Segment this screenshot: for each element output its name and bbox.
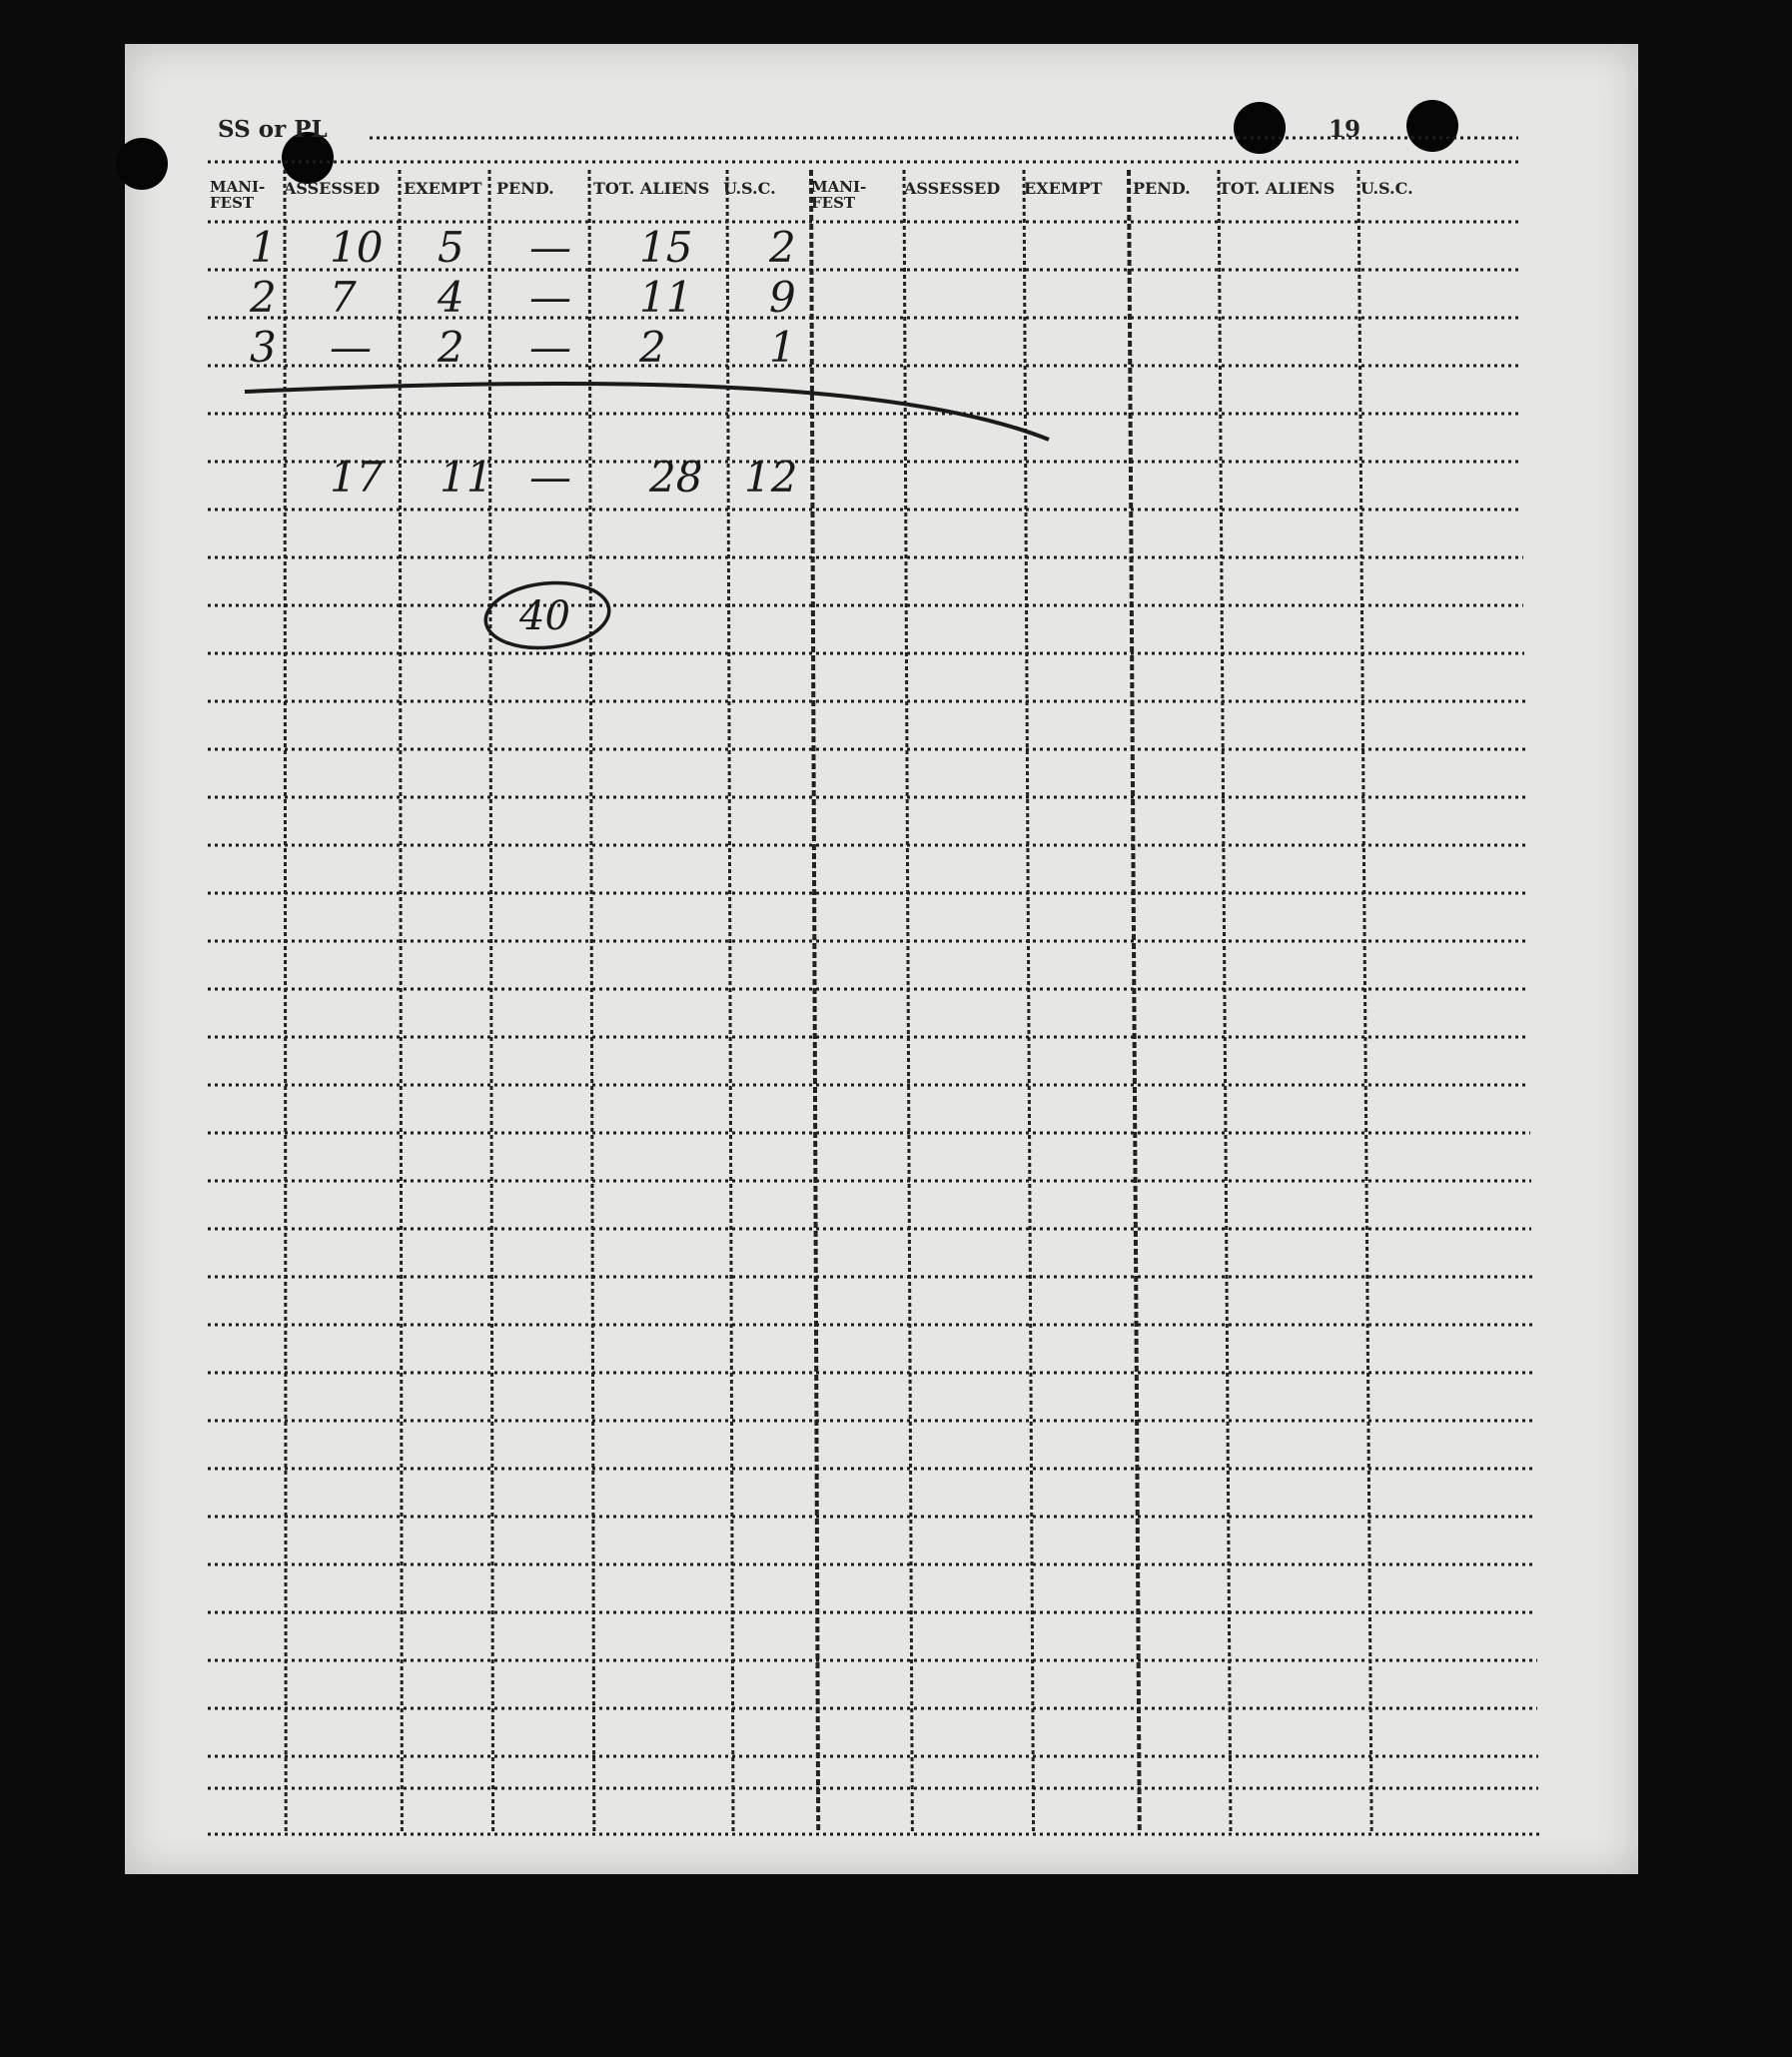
- entry-tot-aliens: 15: [639, 223, 693, 272]
- column-headers: [210, 178, 1413, 212]
- column-rule: [1024, 170, 1034, 1833]
- column-rule: [904, 170, 912, 1833]
- column-rule: [1129, 170, 1140, 1833]
- column-header: TOT. ALIENS: [593, 179, 710, 198]
- column-rule: [1219, 170, 1231, 1833]
- entry-pend: —: [529, 223, 571, 272]
- column-header: ASSESSED: [284, 179, 381, 198]
- entry-tot-aliens: 2: [639, 323, 666, 372]
- ruled-grid: [208, 138, 1539, 1834]
- entry-usc: 2: [769, 223, 796, 272]
- column-header: MANI-FEST: [210, 178, 266, 212]
- handwritten-entries: [249, 223, 796, 372]
- column-rule: [589, 170, 594, 1833]
- column-header: EXEMPT: [404, 179, 482, 198]
- entry-exempt: 4: [438, 273, 464, 322]
- column-rule: [489, 170, 493, 1833]
- total-assessed: 17: [330, 453, 384, 502]
- entry-exempt: 5: [438, 223, 464, 272]
- total-pend: —: [529, 453, 571, 502]
- entry-pend: —: [529, 323, 571, 372]
- column-header: TOT. ALIENS: [1219, 179, 1336, 198]
- total-tot-aliens: 28: [649, 453, 703, 502]
- column-header: PEND.: [496, 179, 554, 198]
- entry-exempt: 2: [438, 323, 464, 372]
- column-header: U.S.C.: [723, 179, 776, 198]
- entry-pend: —: [529, 273, 571, 322]
- entry-usc: 9: [769, 273, 796, 322]
- total-usc: 12: [744, 453, 798, 502]
- entry-assessed: —: [330, 323, 372, 372]
- column-rule: [727, 170, 733, 1833]
- column-header: PEND.: [1133, 179, 1191, 198]
- entry-assessed: 7: [330, 273, 357, 322]
- entry-manifest: 1: [250, 223, 277, 272]
- ss-or-pl-label: SS or PL: [218, 116, 328, 143]
- column-header: EXEMPT: [1024, 179, 1103, 198]
- column-header: MANI-FEST: [811, 178, 867, 212]
- column-rule: [1358, 170, 1371, 1833]
- grand-total: 40: [519, 593, 570, 639]
- column-header: U.S.C.: [1360, 179, 1413, 198]
- year-label: 19: [1329, 116, 1361, 143]
- column-rule: [811, 170, 818, 1833]
- column-rule: [400, 170, 402, 1833]
- entry-assessed: 10: [330, 223, 384, 272]
- underline-stroke: [245, 384, 1049, 440]
- entry-manifest: 2: [250, 273, 277, 322]
- column-rule: [285, 170, 286, 1833]
- entry-tot-aliens: 11: [639, 273, 693, 322]
- column-header: ASSESSED: [904, 179, 1001, 198]
- entry-usc: 1: [769, 323, 796, 372]
- entry-manifest: 3: [250, 323, 277, 372]
- total-exempt: 11: [440, 453, 493, 502]
